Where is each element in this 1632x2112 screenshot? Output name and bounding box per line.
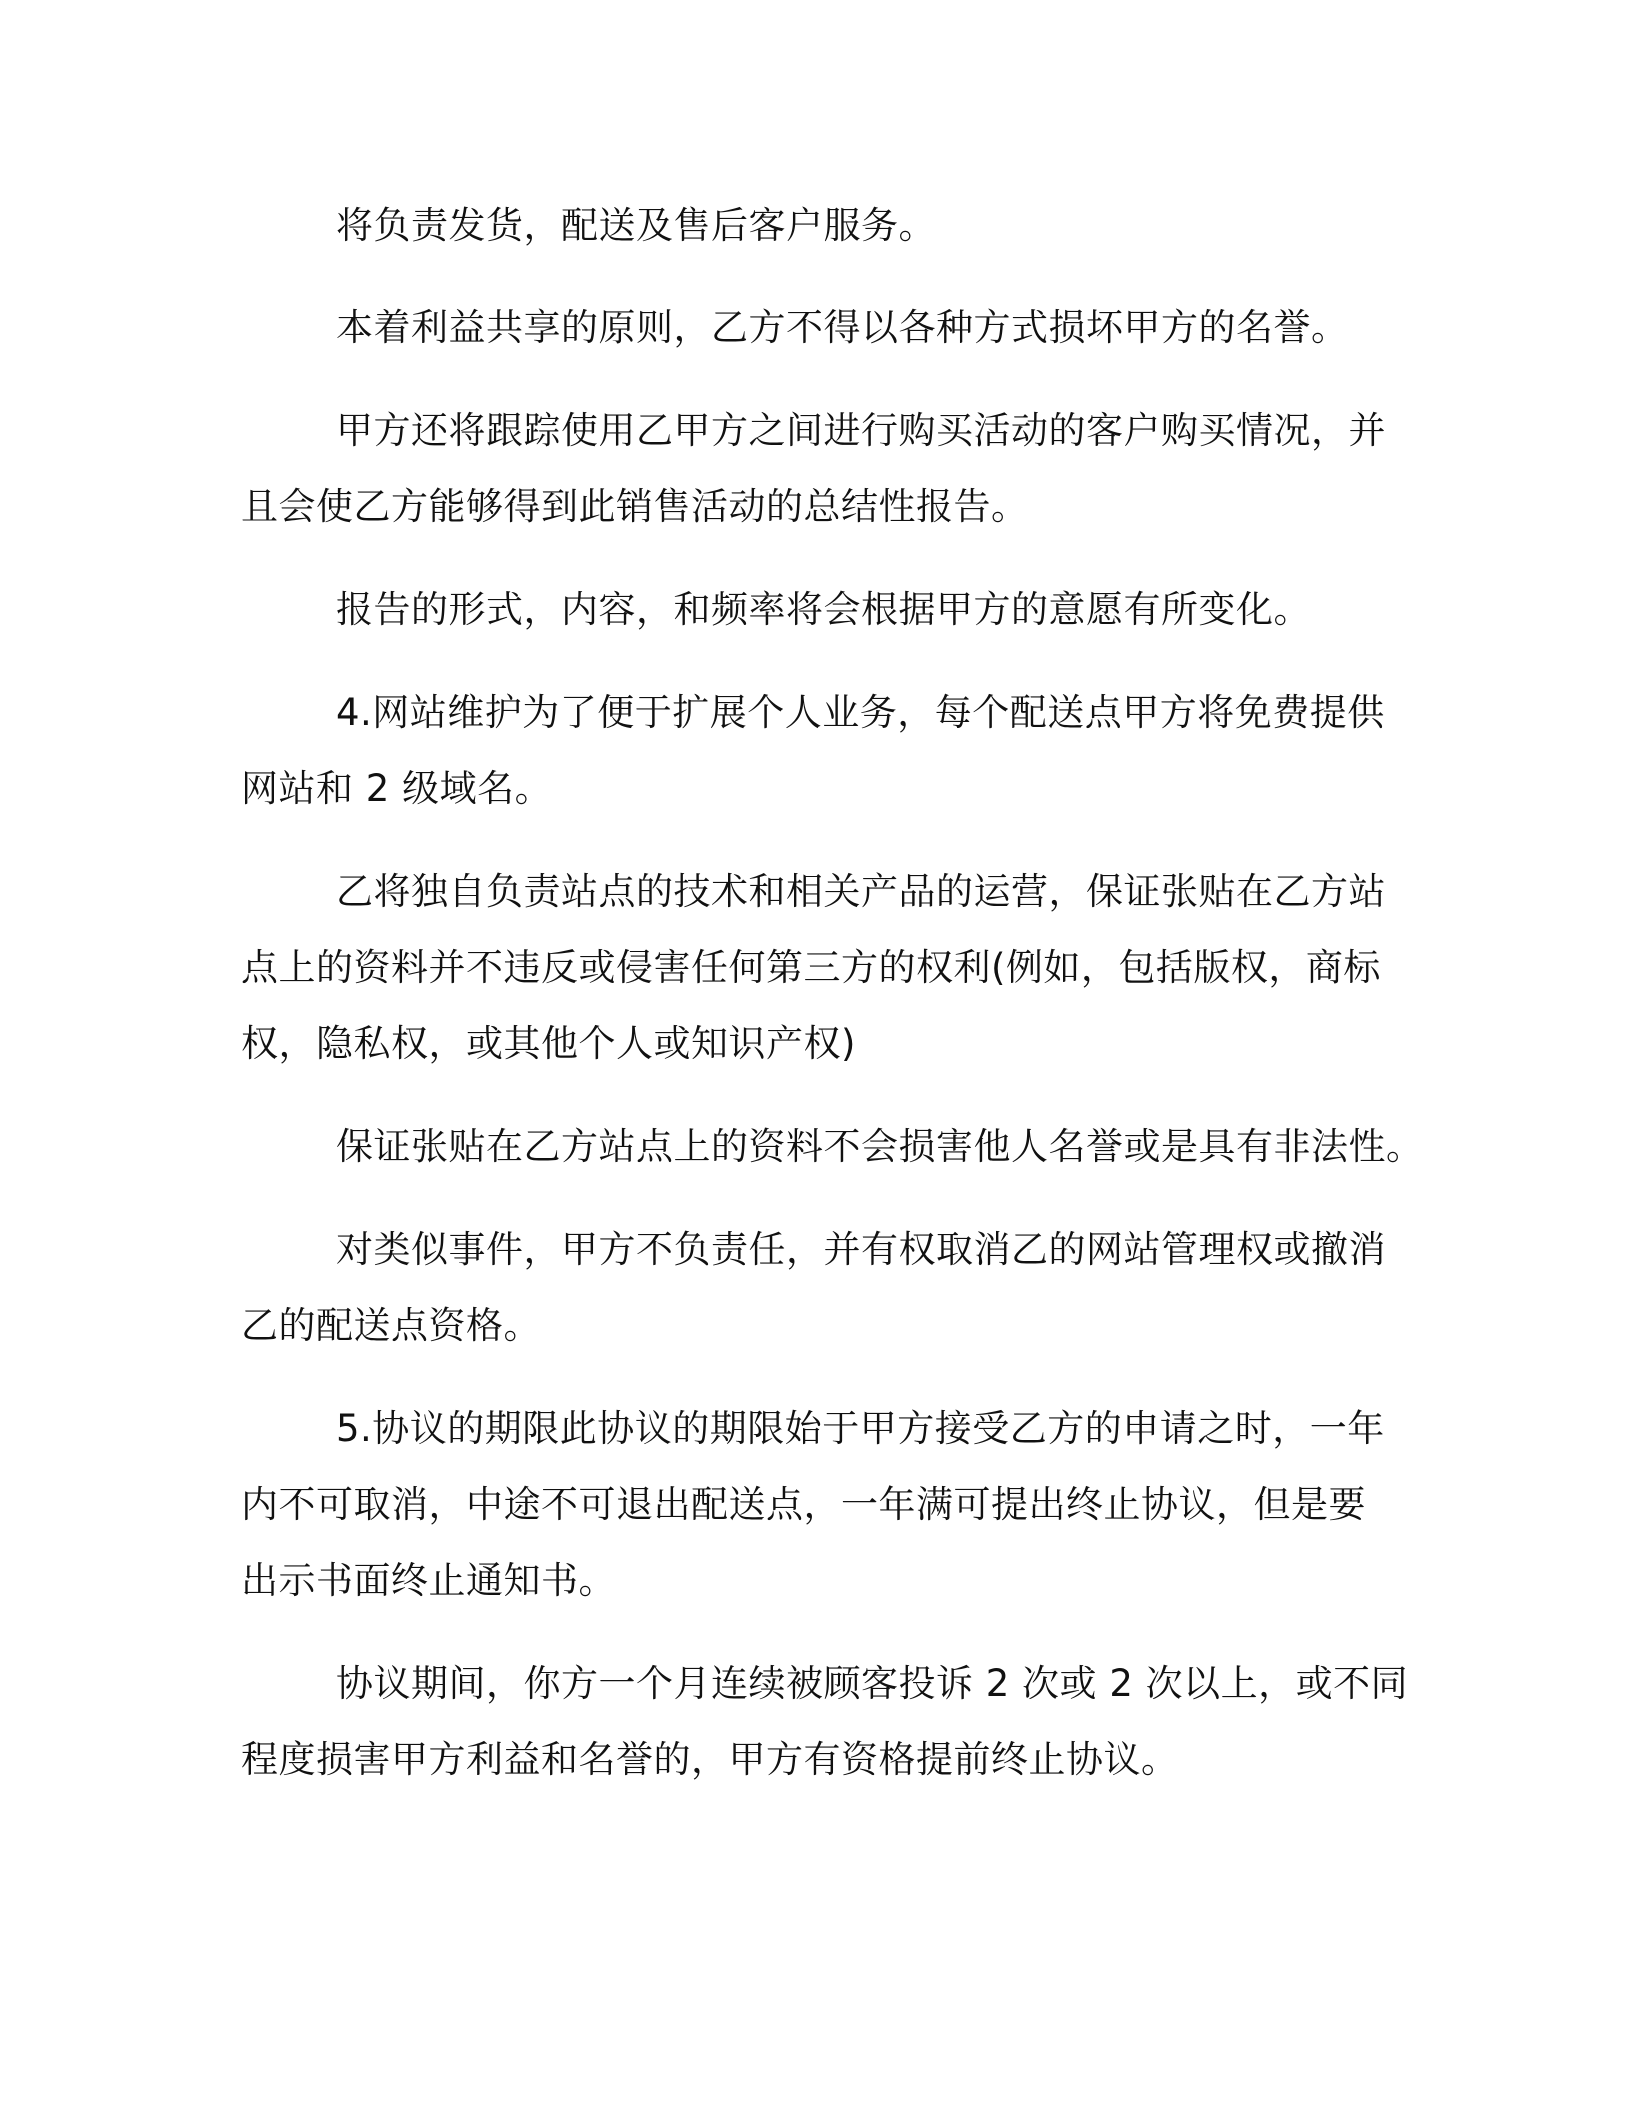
document-body xyxy=(241,188,1424,1798)
paragraph-line: 乙将独自负责站点的技术和相关产品的运营，保证张贴在乙方站 xyxy=(336,870,1386,913)
paragraph-line: 保证张贴在乙方站点上的资料不会损害他人名誉或是具有非法性。 xyxy=(336,1125,1424,1168)
paragraph-line: 本着利益共享的原则，乙方不得以各种方式损坏甲方的名誉。 xyxy=(336,306,1349,349)
paragraph-content-guarantee xyxy=(241,1109,1424,1185)
paragraph-delivery-service xyxy=(241,188,1421,264)
paragraph-website-maintenance xyxy=(241,675,1421,827)
paragraph-liability xyxy=(241,1212,1421,1364)
paragraph-line: 程度损害甲方利益和名誉的，甲方有资格提前终止协议。 xyxy=(241,1738,1179,1781)
paragraph-site-operation xyxy=(241,854,1421,1082)
paragraph-line: 5.协议的期限此协议的期限始于甲方接受乙方的申请之时，一年 xyxy=(336,1407,1385,1450)
paragraph-line: 出示书面终止通知书。 xyxy=(241,1559,616,1602)
paragraph-line: 4.网站维护为了便于扩展个人业务，每个配送点甲方将免费提供 xyxy=(336,691,1385,734)
paragraph-line: 内不可取消，中途不可退出配送点，一年满可提出终止协议，但是要 xyxy=(241,1483,1366,1526)
paragraph-line: 网站和 2 级域名。 xyxy=(241,767,553,810)
paragraph-line: 甲方还将跟踪使用乙甲方之间进行购买活动的客户购买情况，并 xyxy=(336,409,1386,452)
paragraph-shared-benefit xyxy=(241,290,1421,366)
paragraph-line: 协议期间，你方一个月连续被顾客投诉 2 次或 2 次以上，或不同 xyxy=(336,1662,1409,1705)
paragraph-report-format xyxy=(241,572,1421,648)
paragraph-line: 对类似事件，甲方不负责任，并有权取消乙的网站管理权或撤消 xyxy=(336,1228,1386,1271)
paragraph-line: 且会使乙方能够得到此销售活动的总结性报告。 xyxy=(241,485,1029,528)
paragraph-line: 权，隐私权，或其他个人或知识产权) xyxy=(241,1022,856,1065)
paragraph-purchase-tracking xyxy=(241,393,1421,545)
paragraph-line: 报告的形式，内容，和频率将会根据甲方的意愿有所变化。 xyxy=(336,588,1311,631)
paragraph-line: 乙的配送点资格。 xyxy=(241,1304,541,1347)
paragraph-line: 点上的资料并不违反或侵害任何第三方的权利(例如，包括版权，商标 xyxy=(241,946,1381,989)
paragraph-line: 将负责发货，配送及售后客户服务。 xyxy=(336,204,936,247)
paragraph-agreement-term xyxy=(241,1391,1421,1619)
paragraph-early-termination xyxy=(241,1646,1421,1798)
